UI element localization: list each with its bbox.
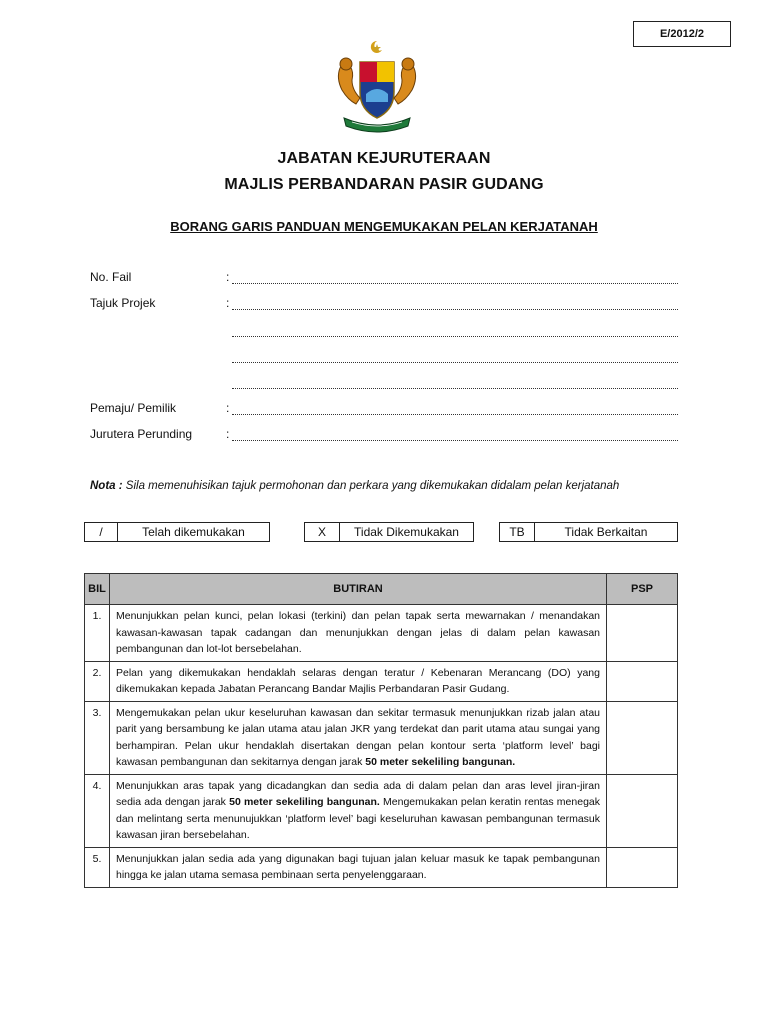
pemaju-label: Pemaju/ Pemilik: [90, 401, 177, 415]
jurutera-colon: :: [226, 427, 230, 441]
row-description: [110, 661, 607, 701]
legend-symbol: TB: [500, 523, 535, 541]
psp-cell[interactable]: [607, 605, 678, 662]
row-description: [110, 774, 607, 847]
legend-text: Tidak Dikemukakan: [354, 525, 459, 539]
tajuk-projek-field-line4[interactable]: [232, 388, 678, 389]
jurutera-field[interactable]: [232, 440, 678, 441]
description-text: Menunjukkan pelan kunci, pelan lokasi (terkini) dan pelan tapak serta mewarnakan / menandakan kawasan-kawasan tapak cadangan dan menunjukkan dengan jelas di dalam pelan kawasan pembangunan dan lot-lot bersebelahan.: [116, 610, 600, 655]
form-code: E/2012/2: [659, 28, 705, 40]
no-fail-label: No. Fail: [90, 270, 132, 284]
legend-submitted: [84, 522, 270, 542]
legend-text: Telah dikemukakan: [142, 525, 245, 539]
department-title: JABATAN KEJURUTERAAN: [277, 150, 491, 167]
tajuk-projek-field[interactable]: [232, 309, 678, 310]
no-fail-colon: :: [226, 270, 230, 284]
table-row: [85, 605, 678, 662]
note-label: Nota :: [90, 480, 123, 492]
emphasis-text: 50 meter sekeliling bangunan.: [229, 796, 380, 808]
crest-icon: [330, 38, 424, 138]
jurutera-label: Jurutera Perunding: [90, 427, 193, 441]
table-row: [85, 661, 678, 701]
psp-cell[interactable]: [607, 774, 678, 847]
tajuk-projek-field-line3[interactable]: [232, 362, 678, 363]
row-description: [110, 847, 607, 887]
description-text: Pelan yang dikemukakan hendaklah selaras dengan teratur / Kebenaran Merancang (DO) yang dikemukakan kepada Jabatan Perancang Bandar Majlis Perbandaran Pasir Gudang.: [116, 666, 600, 695]
row-number: 4.: [85, 774, 110, 847]
psp-cell[interactable]: [607, 847, 678, 887]
table-row: [85, 774, 678, 847]
description-text: Menunjukkan aras tapak yang dicadangkan dan sedia ada di dalam pelan dan aras level jiran-jiran sedia ada dengan jarak: [116, 779, 600, 808]
description-text: Mengemukakan pelan keratin rentas menegak dan melintang serta menunujukkan ‘platform level’ bagi keseluruhan kawasan pembangunan termasuk kawasan jiran bersebelahan.: [116, 796, 600, 841]
council-title: MAJLIS PERBANDARAN PASIR GUDANG: [224, 176, 544, 193]
description-text: Mengemukakan pelan ukur keseluruhan kawasan dan sekitar termasuk menunjukkan rizab jalan atau parit yang bersambung ke jalan utama atau jalan JKR yang terdekat dan parit utama atau sungai yang berhampiran. Pelan ukur hendaklah disertakan dengan pelan kontour serta ‘platform level’ bagi kawasan pembangunan dan sekitarnya dengan jarak: [116, 706, 600, 768]
legend-symbol: X: [305, 523, 340, 541]
emphasis-text: 50 meter sekeliling bangunan.: [365, 756, 516, 768]
checklist-table: [84, 573, 678, 888]
legend-not-applicable: [499, 522, 678, 542]
note: [90, 480, 619, 492]
table-row: [85, 701, 678, 774]
note-text: Sila memenuhisikan tajuk permohonan dan perkara yang dikemukakan didalam pelan kerjatanah: [122, 480, 620, 492]
tajuk-projek-field-line2[interactable]: [232, 336, 678, 337]
header-psp: PSP: [607, 574, 678, 605]
table-row: [85, 847, 678, 887]
no-fail-field[interactable]: [232, 283, 678, 284]
tajuk-projek-colon: :: [226, 296, 230, 310]
form-code-box: [633, 21, 731, 47]
legend-text: Tidak Berkaitan: [564, 525, 648, 539]
row-number: 1.: [85, 605, 110, 662]
row-number: 2.: [85, 661, 110, 701]
row-number: 5.: [85, 847, 110, 887]
header-butiran: BUTIRAN: [110, 574, 607, 605]
tajuk-projek-label: Tajuk Projek: [90, 296, 156, 310]
description-text: Menunjukkan jalan sedia ada yang digunakan bagi tujuan jalan keluar masuk ke tapak pembangunan hingga ke jalan utama semasa pembinaan serta penyelenggaraan.: [116, 852, 600, 881]
pemaju-field[interactable]: [232, 414, 678, 415]
table-header-row: [85, 574, 678, 605]
row-description: [110, 701, 607, 774]
pemaju-colon: :: [226, 401, 230, 415]
row-description: [110, 605, 607, 662]
header-bil: BIL: [85, 574, 110, 605]
row-number: 3.: [85, 701, 110, 774]
legend-not-submitted: [304, 522, 474, 542]
legend-symbol: /: [85, 523, 118, 541]
psp-cell[interactable]: [607, 701, 678, 774]
form-title: BORANG GARIS PANDUAN MENGEMUKAKAN PELAN KERJATANAH: [170, 219, 598, 234]
psp-cell[interactable]: [607, 661, 678, 701]
